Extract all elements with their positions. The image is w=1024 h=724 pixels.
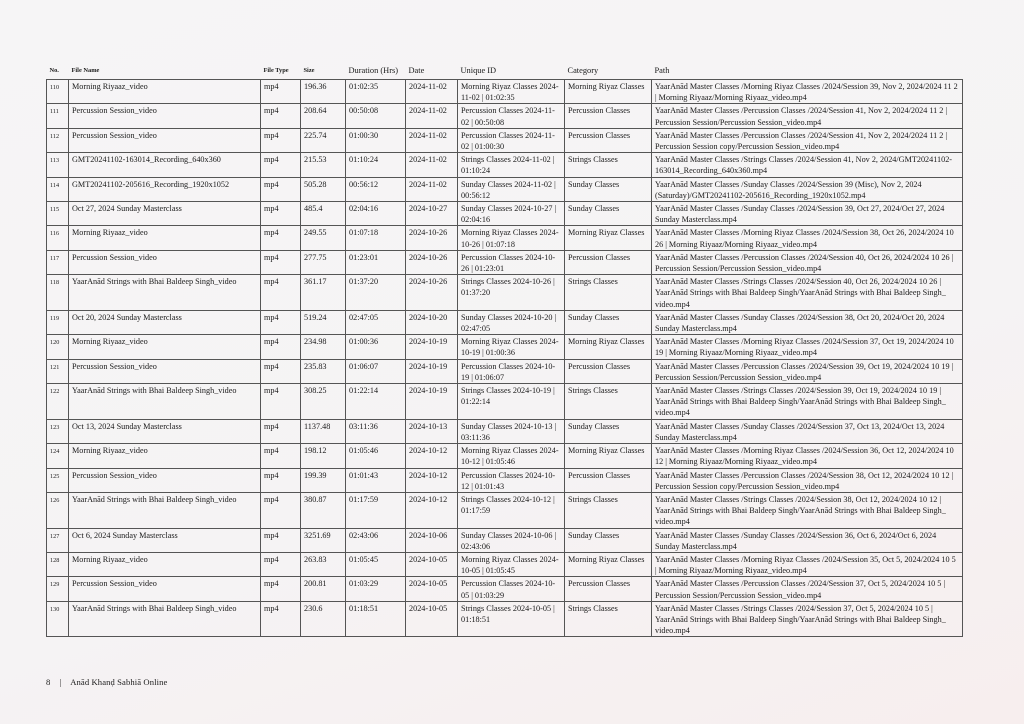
cell-unique-id: Percussion Classes 2024-10-05 | 01:03:29: [458, 577, 565, 601]
cell-size: 263.83: [301, 552, 346, 576]
cell-duration: 01:00:36: [346, 335, 406, 359]
cell-size: 200.81: [301, 577, 346, 601]
cell-file-name: Morning Riyaaz_video: [69, 335, 261, 359]
cell-duration: 01:06:07: [346, 359, 406, 383]
cell-file-type: mp4: [261, 384, 301, 420]
cell-file-name: GMT20241102-205616_Recording_1920x1052: [69, 177, 261, 201]
cell-date: 2024-10-13: [406, 419, 458, 443]
cell-file-name: Oct 20, 2024 Sunday Masterclass: [69, 310, 261, 334]
page-footer: [46, 677, 167, 687]
cell-path: YaarAnād Master Classes /Sunday Classes /2024/Session 39, Oct 27, 2024/Oct 27, 2024 Sunday Masterclass.mp4: [652, 202, 963, 226]
cell-file-name: Morning Riyaaz_video: [69, 226, 261, 250]
cell-duration: 01:10:24: [346, 153, 406, 177]
cell-duration: 01:03:29: [346, 577, 406, 601]
cell-duration: 02:04:16: [346, 202, 406, 226]
cell-date: 2024-10-05: [406, 601, 458, 637]
header-file-type: File Type: [263, 66, 289, 74]
cell-unique-id: Morning Riyaz Classes 2024-10-19 | 01:00:36: [458, 335, 565, 359]
cell-no: 118: [47, 275, 69, 311]
cell-date: 2024-11-02: [406, 128, 458, 152]
cell-no: 122: [47, 384, 69, 420]
cell-category: Sunday Classes: [565, 177, 652, 201]
cell-path: YaarAnād Master Classes /Percussion Classes /2024/Session 40, Oct 26, 2024/2024 10 26 | Percussion Session/Percussion Session_video.mp4: [652, 250, 963, 274]
cell-date: 2024-10-19: [406, 384, 458, 420]
table-body: [47, 80, 963, 637]
cell-file-type: mp4: [261, 528, 301, 552]
cell-size: 277.75: [301, 250, 346, 274]
cell-file-name: Morning Riyaaz_video: [69, 80, 261, 104]
cell-size: 230.6: [301, 601, 346, 637]
cell-size: 225.74: [301, 128, 346, 152]
cell-category: Percussion Classes: [565, 468, 652, 492]
cell-unique-id: Sunday Classes 2024-10-27 | 02:04:16: [458, 202, 565, 226]
cell-unique-id: Percussion Classes 2024-10-19 | 01:06:07: [458, 359, 565, 383]
cell-unique-id: Percussion Classes 2024-10-12 | 01:01:43: [458, 468, 565, 492]
table-row: [47, 104, 963, 128]
cell-size: 308.25: [301, 384, 346, 420]
table-row: [47, 359, 963, 383]
cell-duration: 01:05:46: [346, 444, 406, 468]
cell-duration: 01:00:30: [346, 128, 406, 152]
cell-path: YaarAnād Master Classes /Morning Riyaz Classes /2024/Session 37, Oct 19, 2024/2024 10 19 | Morning Riyaaz/Morning Riyaaz_video.mp4: [652, 335, 963, 359]
footer-separator: |: [59, 677, 62, 687]
recordings-table: [46, 62, 963, 637]
cell-no: 117: [47, 250, 69, 274]
cell-file-type: mp4: [261, 468, 301, 492]
cell-path: YaarAnād Master Classes /Sunday Classes /2024/Session 36, Oct 6, 2024/Oct 6, 2024 Sunday Masterclass.mp4: [652, 528, 963, 552]
cell-duration: 01:17:59: [346, 492, 406, 528]
cell-file-name: Oct 13, 2024 Sunday Masterclass: [69, 419, 261, 443]
page-number: 8: [46, 677, 51, 687]
cell-size: 215.53: [301, 153, 346, 177]
cell-size: 234.98: [301, 335, 346, 359]
cell-date: 2024-10-12: [406, 468, 458, 492]
cell-path: YaarAnād Master Classes /Percussion Classes /2024/Session 41, Nov 2, 2024/2024 11 2 | Percussion Session/Percussion Session_video.mp4: [652, 104, 963, 128]
cell-date: 2024-10-05: [406, 552, 458, 576]
cell-file-type: mp4: [261, 275, 301, 311]
cell-no: 126: [47, 492, 69, 528]
table-row: [47, 226, 963, 250]
cell-file-type: mp4: [261, 226, 301, 250]
cell-date: 2024-10-05: [406, 577, 458, 601]
table-row: [47, 384, 963, 420]
cell-unique-id: Sunday Classes 2024-11-02 | 00:56:12: [458, 177, 565, 201]
cell-no: 119: [47, 310, 69, 334]
cell-file-type: mp4: [261, 359, 301, 383]
footer-title: Anād Khanḍ Sabhiā Online: [70, 677, 168, 687]
cell-file-type: mp4: [261, 80, 301, 104]
cell-unique-id: Sunday Classes 2024-10-06 | 02:43:06: [458, 528, 565, 552]
cell-file-type: mp4: [261, 202, 301, 226]
header-size: Size: [303, 66, 315, 74]
cell-path: YaarAnād Master Classes /Morning Riyaz Classes /2024/Session 39, Nov 2, 2024/2024 11 2 | Morning Riyaaz/Morning Riyaaz_video.mp4: [652, 80, 963, 104]
cell-path: YaarAnād Master Classes /Strings Classes /2024/Session 38, Oct 12, 2024/2024 10 12 | YaarAnād Strings with Bhai Baldeep Singh/YaarAnād Strings with Bhai Baldeep Singh_ video.mp4: [652, 492, 963, 528]
table-row: [47, 310, 963, 334]
table-row: [47, 250, 963, 274]
cell-category: Percussion Classes: [565, 104, 652, 128]
cell-file-type: mp4: [261, 601, 301, 637]
table-row: [47, 202, 963, 226]
cell-size: 361.17: [301, 275, 346, 311]
cell-date: 2024-11-02: [406, 104, 458, 128]
table-row: [47, 177, 963, 201]
table-row: [47, 444, 963, 468]
cell-size: 208.64: [301, 104, 346, 128]
cell-file-name: YaarAnād Strings with Bhai Baldeep Singh_video: [69, 275, 261, 311]
cell-no: 111: [47, 104, 69, 128]
cell-duration: 01:18:51: [346, 601, 406, 637]
cell-category: Percussion Classes: [565, 128, 652, 152]
cell-category: Strings Classes: [565, 275, 652, 311]
cell-unique-id: Strings Classes 2024-10-19 | 01:22:14: [458, 384, 565, 420]
header-no: No.: [49, 66, 59, 74]
cell-file-name: Percussion Session_video: [69, 250, 261, 274]
cell-unique-id: Morning Riyaz Classes 2024-10-05 | 01:05:45: [458, 552, 565, 576]
cell-path: YaarAnād Master Classes /Strings Classes /2024/Session 41, Nov 2, 2024/GMT20241102-163014_Recording_640x360.mp4: [652, 153, 963, 177]
cell-duration: 01:23:01: [346, 250, 406, 274]
cell-no: 115: [47, 202, 69, 226]
cell-path: YaarAnād Master Classes /Strings Classes /2024/Session 40, Oct 26, 2024/2024 10 26 | YaarAnād Strings with Bhai Baldeep Singh/YaarAnād Strings with Bhai Baldeep Singh_ video.mp4: [652, 275, 963, 311]
header-date: Date: [408, 65, 425, 75]
cell-duration: 01:02:35: [346, 80, 406, 104]
cell-file-type: mp4: [261, 444, 301, 468]
cell-unique-id: Strings Classes 2024-11-02 | 01:10:24: [458, 153, 565, 177]
cell-size: 519.24: [301, 310, 346, 334]
cell-category: Morning Riyaz Classes: [565, 552, 652, 576]
cell-no: 120: [47, 335, 69, 359]
cell-file-name: Percussion Session_video: [69, 128, 261, 152]
cell-category: Sunday Classes: [565, 310, 652, 334]
cell-category: Morning Riyaz Classes: [565, 226, 652, 250]
cell-no: 121: [47, 359, 69, 383]
cell-category: Strings Classes: [565, 492, 652, 528]
cell-duration: 01:07:18: [346, 226, 406, 250]
cell-duration: 03:11:36: [346, 419, 406, 443]
cell-date: 2024-11-02: [406, 177, 458, 201]
cell-category: Morning Riyaz Classes: [565, 444, 652, 468]
table-row: [47, 335, 963, 359]
cell-date: 2024-10-12: [406, 492, 458, 528]
cell-unique-id: Morning Riyaz Classes 2024-10-12 | 01:05:46: [458, 444, 565, 468]
cell-date: 2024-10-06: [406, 528, 458, 552]
cell-duration: 01:01:43: [346, 468, 406, 492]
cell-unique-id: Morning Riyaz Classes 2024-10-26 | 01:07:18: [458, 226, 565, 250]
table-row: [47, 275, 963, 311]
cell-size: 380.87: [301, 492, 346, 528]
cell-no: 123: [47, 419, 69, 443]
cell-no: 130: [47, 601, 69, 637]
cell-unique-id: Morning Riyaz Classes 2024-11-02 | 01:02:35: [458, 80, 565, 104]
cell-duration: 00:50:08: [346, 104, 406, 128]
cell-category: Percussion Classes: [565, 250, 652, 274]
cell-category: Sunday Classes: [565, 528, 652, 552]
cell-path: YaarAnād Master Classes /Sunday Classes /2024/Session 39 (Misc), Nov 2, 2024 (Saturday)/GMT20241102-205616_Recording_1920x1052.mp4: [652, 177, 963, 201]
cell-path: YaarAnād Master Classes /Percussion Classes /2024/Session 39, Oct 19, 2024/2024 10 19 | Percussion Session/Percussion Session_video.mp4: [652, 359, 963, 383]
table-row: [47, 419, 963, 443]
cell-path: YaarAnād Master Classes /Morning Riyaz Classes /2024/Session 35, Oct 5, 2024/2024 10 5 | Morning Riyaaz/Morning Riyaaz_video.mp4: [652, 552, 963, 576]
cell-file-type: mp4: [261, 419, 301, 443]
cell-file-name: YaarAnād Strings with Bhai Baldeep Singh_video: [69, 492, 261, 528]
cell-no: 129: [47, 577, 69, 601]
cell-date: 2024-11-02: [406, 80, 458, 104]
cell-size: 199.39: [301, 468, 346, 492]
cell-file-name: Percussion Session_video: [69, 104, 261, 128]
cell-duration: 02:47:05: [346, 310, 406, 334]
table-row: [47, 128, 963, 152]
cell-unique-id: Sunday Classes 2024-10-13 | 03:11:36: [458, 419, 565, 443]
cell-unique-id: Strings Classes 2024-10-05 | 01:18:51: [458, 601, 565, 637]
cell-no: 127: [47, 528, 69, 552]
cell-file-name: Oct 27, 2024 Sunday Masterclass: [69, 202, 261, 226]
cell-path: YaarAnād Master Classes /Sunday Classes /2024/Session 38, Oct 20, 2024/Oct 20, 2024 Sunday Masterclass.mp4: [652, 310, 963, 334]
cell-date: 2024-10-26: [406, 250, 458, 274]
cell-no: 128: [47, 552, 69, 576]
cell-file-name: Morning Riyaaz_video: [69, 552, 261, 576]
cell-file-type: mp4: [261, 335, 301, 359]
cell-file-type: mp4: [261, 153, 301, 177]
cell-no: 124: [47, 444, 69, 468]
cell-file-name: Morning Riyaaz_video: [69, 444, 261, 468]
cell-unique-id: Percussion Classes 2024-11-02 | 01:00:30: [458, 128, 565, 152]
table-row: [47, 577, 963, 601]
cell-path: YaarAnād Master Classes /Strings Classes /2024/Session 39, Oct 19, 2024/2024 10 19 | YaarAnād Strings with Bhai Baldeep Singh/YaarAnād Strings with Bhai Baldeep Singh_ video.mp4: [652, 384, 963, 420]
cell-date: 2024-10-12: [406, 444, 458, 468]
table-row: [47, 552, 963, 576]
cell-category: Percussion Classes: [565, 359, 652, 383]
cell-no: 110: [47, 80, 69, 104]
cell-no: 114: [47, 177, 69, 201]
cell-unique-id: Strings Classes 2024-10-26 | 01:37:20: [458, 275, 565, 311]
table-row: [47, 80, 963, 104]
cell-file-name: Percussion Session_video: [69, 359, 261, 383]
cell-size: 198.12: [301, 444, 346, 468]
cell-category: Morning Riyaz Classes: [565, 335, 652, 359]
table-header: [47, 62, 963, 80]
table-row: [47, 492, 963, 528]
cell-file-name: Percussion Session_video: [69, 577, 261, 601]
cell-category: Strings Classes: [565, 153, 652, 177]
cell-category: Morning Riyaz Classes: [565, 80, 652, 104]
cell-size: 235.83: [301, 359, 346, 383]
cell-size: 485.4: [301, 202, 346, 226]
cell-category: Strings Classes: [565, 601, 652, 637]
cell-unique-id: Sunday Classes 2024-10-20 | 02:47:05: [458, 310, 565, 334]
cell-file-type: mp4: [261, 310, 301, 334]
cell-path: YaarAnād Master Classes /Strings Classes /2024/Session 37, Oct 5, 2024/2024 10 5 | YaarAnād Strings with Bhai Baldeep Singh/YaarAnād Strings with Bhai Baldeep Singh_ video.mp4: [652, 601, 963, 637]
cell-date: 2024-10-20: [406, 310, 458, 334]
cell-duration: 01:37:20: [346, 275, 406, 311]
cell-unique-id: Percussion Classes 2024-10-26 | 01:23:01: [458, 250, 565, 274]
cell-size: 249.55: [301, 226, 346, 250]
cell-unique-id: Percussion Classes 2024-11-02 | 00:50:08: [458, 104, 565, 128]
cell-size: 3251.69: [301, 528, 346, 552]
cell-file-type: mp4: [261, 104, 301, 128]
header-path: Path: [654, 65, 670, 75]
cell-date: 2024-11-02: [406, 153, 458, 177]
cell-no: 116: [47, 226, 69, 250]
cell-file-name: YaarAnād Strings with Bhai Baldeep Singh_video: [69, 384, 261, 420]
cell-size: 505.28: [301, 177, 346, 201]
cell-date: 2024-10-26: [406, 275, 458, 311]
cell-file-name: YaarAnād Strings with Bhai Baldeep Singh_video: [69, 601, 261, 637]
cell-file-name: Oct 6, 2024 Sunday Masterclass: [69, 528, 261, 552]
cell-category: Percussion Classes: [565, 577, 652, 601]
cell-category: Strings Classes: [565, 384, 652, 420]
cell-size: 196.36: [301, 80, 346, 104]
cell-file-name: GMT20241102-163014_Recording_640x360: [69, 153, 261, 177]
cell-category: Sunday Classes: [565, 419, 652, 443]
cell-file-type: mp4: [261, 492, 301, 528]
cell-path: YaarAnād Master Classes /Morning Riyaz Classes /2024/Session 38, Oct 26, 2024/2024 10 26 | Morning Riyaaz/Morning Riyaaz_video.mp4: [652, 226, 963, 250]
cell-no: 112: [47, 128, 69, 152]
cell-no: 125: [47, 468, 69, 492]
header-duration: Duration (Hrs): [348, 65, 399, 75]
cell-date: 2024-10-27: [406, 202, 458, 226]
table-row: [47, 601, 963, 637]
cell-duration: 01:05:45: [346, 552, 406, 576]
table-row: [47, 468, 963, 492]
cell-file-type: mp4: [261, 128, 301, 152]
header-file-name: File Name: [71, 66, 100, 74]
cell-unique-id: Strings Classes 2024-10-12 | 01:17:59: [458, 492, 565, 528]
cell-path: YaarAnād Master Classes /Morning Riyaz Classes /2024/Session 36, Oct 12, 2024/2024 10 12 | Morning Riyaaz/Morning Riyaaz_video.mp4: [652, 444, 963, 468]
cell-file-name: Percussion Session_video: [69, 468, 261, 492]
cell-path: YaarAnād Master Classes /Percussion Classes /2024/Session 37, Oct 5, 2024/2024 10 5 | Percussion Session/Percussion Session_video.mp4: [652, 577, 963, 601]
cell-file-type: mp4: [261, 250, 301, 274]
table-row: [47, 528, 963, 552]
cell-path: YaarAnād Master Classes /Percussion Classes /2024/Session 41, Nov 2, 2024/2024 11 2 | Percussion Session copy/Percussion Session_video.mp4: [652, 128, 963, 152]
cell-date: 2024-10-19: [406, 335, 458, 359]
cell-path: YaarAnād Master Classes /Percussion Classes /2024/Session 38, Oct 12, 2024/2024 10 12 | Percussion Session copy/Percussion Session_video.mp4: [652, 468, 963, 492]
cell-path: YaarAnād Master Classes /Sunday Classes /2024/Session 37, Oct 13, 2024/Oct 13, 2024 Sunday Masterclass.mp4: [652, 419, 963, 443]
table-row: [47, 153, 963, 177]
cell-date: 2024-10-26: [406, 226, 458, 250]
cell-duration: 01:22:14: [346, 384, 406, 420]
cell-file-type: mp4: [261, 552, 301, 576]
cell-size: 1137.48: [301, 419, 346, 443]
cell-file-type: mp4: [261, 177, 301, 201]
cell-no: 113: [47, 153, 69, 177]
header-category: Category: [567, 65, 599, 75]
cell-category: Sunday Classes: [565, 202, 652, 226]
header-unique-id: Unique ID: [460, 65, 497, 75]
cell-duration: 00:56:12: [346, 177, 406, 201]
cell-file-type: mp4: [261, 577, 301, 601]
cell-date: 2024-10-19: [406, 359, 458, 383]
cell-duration: 02:43:06: [346, 528, 406, 552]
